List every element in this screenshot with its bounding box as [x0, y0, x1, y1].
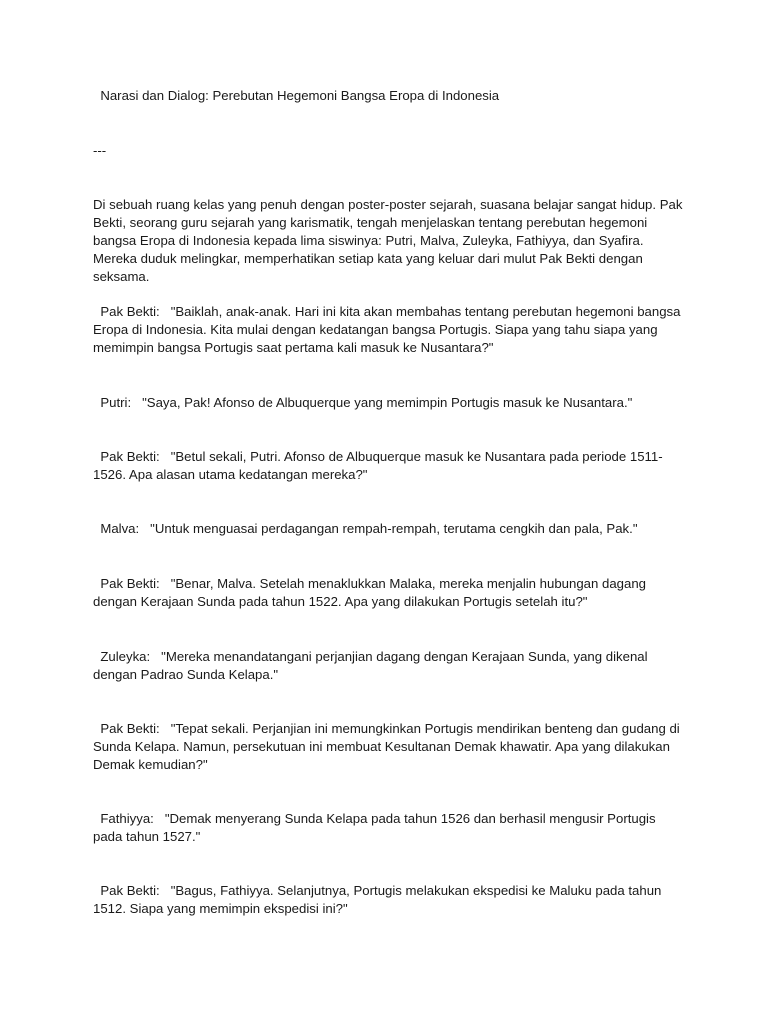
- dialog-line: Pak Bekti: "Benar, Malva. Setelah menaklukkan Malaka, mereka menjalin hubungan dagang dengan Kerajaan Sunda pada tahun 1522. Apa yang dilakukan Portugis setelah itu?": [93, 576, 650, 609]
- dialog-line: Pak Bekti: "Betul sekali, Putri. Afonso de Albuquerque masuk ke Nusantara pada periode 1511-1526. Apa alasan utama kedatangan mereka?": [93, 449, 663, 482]
- section-separator: ---: [93, 143, 107, 158]
- dialog-line: Pak Bekti: "Bagus, Fathiyya. Selanjutnya, Portugis melakukan ekspedisi ke Maluku pada tahun 1512. Siapa yang memimpin ekspedisi ini?": [93, 883, 666, 916]
- dialog-line: Zuleyka: "Mereka menandatangani perjanjian dagang dengan Kerajaan Sunda, yang dikenal dengan Padrao Sunda Kelapa.": [93, 649, 652, 682]
- document-title: Narasi dan Dialog: Perebutan Hegemoni Bangsa Eropa di Indonesia: [93, 88, 500, 103]
- dialog-line: Pak Bekti: "Tepat sekali. Perjanjian ini memungkinkan Portugis mendirikan benteng dan gudang di Sunda Kelapa. Namun, persekutuan ini membuat Kesultanan Demak khawatir. Apa yang dilakukan Demak kemudian?": [93, 721, 684, 772]
- dialog-line: Malva: "Untuk menguasai perdagangan rempah-rempah, terutama cengkih dan pala, Pak.": [93, 521, 638, 536]
- dialog-line: Putri: "Saya, Pak! Afonso de Albuquerque yang memimpin Portugis masuk ke Nusantara.": [93, 395, 633, 410]
- dialog-line: Fathiyya: "Demak menyerang Sunda Kelapa pada tahun 1526 dan berhasil mengusir Portugis pada tahun 1527.": [93, 811, 660, 844]
- intro-paragraph: Di sebuah ruang kelas yang penuh dengan poster-poster sejarah, suasana belajar sangat hidup. Pak Bekti, seorang guru sejarah yang karismatik, tengah menjelaskan tentang perebutan hegemoni bangsa Eropa di Indonesia kepada lima siswinya: Putri, Malva, Zuleyka, Fathiyya, dan Syafira. Mereka duduk melingkar, memperhatikan setiap kata yang keluar dari mulut Pak Bekti dengan seksama.: [93, 197, 687, 284]
- dialog-line: Pak Bekti: "Baiklah, anak-anak. Hari ini kita akan membahas tentang perebutan hegemoni bangsa Eropa di Indonesia. Kita mulai dengan kedatangan bangsa Portugis. Siapa yang tahu siapa yang memimpin bangsa Portugis saat pertama kali masuk ke Nusantara?": [93, 304, 685, 355]
